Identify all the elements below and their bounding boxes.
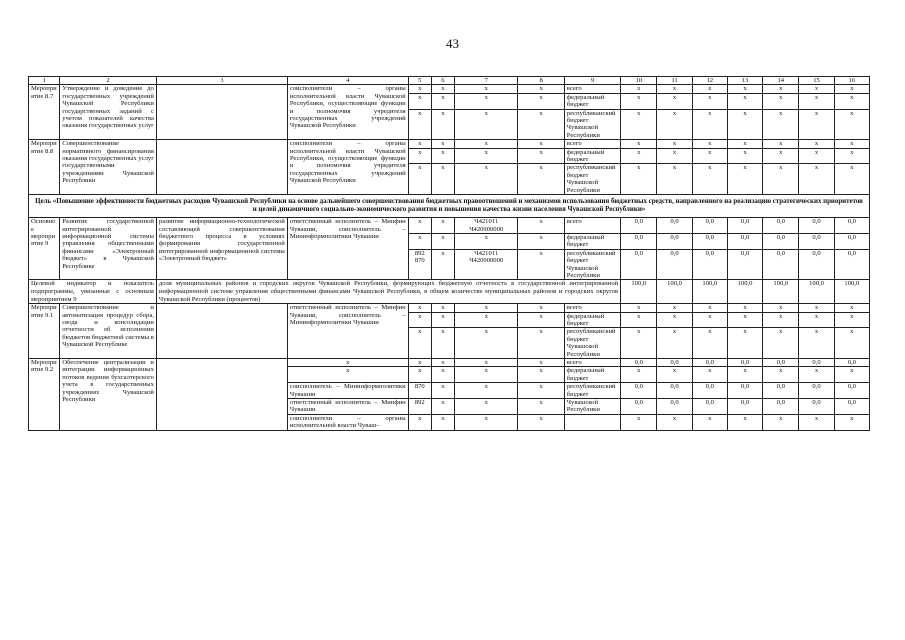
year-value: 0,0 bbox=[692, 383, 727, 399]
year-value: 0,0 bbox=[692, 399, 727, 415]
table-cell: x bbox=[431, 304, 454, 312]
year-value: x bbox=[692, 312, 727, 328]
year-value: x bbox=[621, 304, 657, 312]
executor-cell: x bbox=[287, 367, 408, 383]
year-value: 0,0 bbox=[692, 249, 727, 280]
year-value: x bbox=[621, 328, 657, 359]
year-value: x bbox=[657, 328, 692, 359]
year-value: x bbox=[834, 312, 869, 328]
year-value: x bbox=[657, 312, 692, 328]
executor-cell: ответственный исполнитель – Минфин Чувашии bbox=[287, 399, 408, 415]
year-value: 0,0 bbox=[621, 399, 657, 415]
year-value: 0,0 bbox=[763, 383, 799, 399]
year-value: x bbox=[621, 312, 657, 328]
table-cell: x bbox=[518, 312, 564, 328]
year-value: x bbox=[727, 312, 762, 328]
table-cell: x bbox=[518, 328, 564, 359]
column-header: 15 bbox=[799, 77, 834, 85]
activity-name: Совершенствование и автоматизация процедур сбора, свода и консолидации отчетности об исполнении бюджетов бюджетной системы в Чувашской Республике bbox=[60, 304, 157, 359]
year-value: x bbox=[727, 414, 762, 430]
funding-source: всего bbox=[564, 358, 620, 366]
year-value: x bbox=[834, 148, 869, 164]
table-cell: x bbox=[518, 233, 564, 249]
year-value: 0,0 bbox=[657, 249, 692, 280]
activity-code: Основное мероприятие 9 bbox=[29, 218, 60, 280]
year-value: x bbox=[799, 85, 834, 93]
table-cell: x bbox=[455, 304, 518, 312]
year-value: 0,0 bbox=[834, 249, 869, 280]
funding-source bbox=[564, 414, 620, 430]
year-value: x bbox=[799, 367, 834, 383]
funding-source: республиканский бюджет bbox=[564, 383, 620, 399]
executor-cell: соисполнитель – Мининформполитики Чувашии bbox=[287, 383, 408, 399]
year-value: x bbox=[727, 328, 762, 359]
table-cell: Ч421011 Ч420900000 bbox=[455, 249, 518, 280]
table-cell: x bbox=[431, 218, 454, 234]
activity-name: Утверждение и доведение до государственных учреждений Чувашской Республики государственных заданий с учетом показателей качества оказания государственных услуг bbox=[60, 85, 157, 140]
year-value: x bbox=[657, 93, 692, 109]
table-cell: x bbox=[408, 312, 431, 328]
year-value: x bbox=[727, 93, 762, 109]
year-value: x bbox=[763, 304, 799, 312]
year-value: x bbox=[657, 367, 692, 383]
year-value: x bbox=[763, 414, 799, 430]
task-cell bbox=[156, 304, 287, 359]
table-cell: x bbox=[518, 218, 564, 234]
table-cell: x bbox=[455, 164, 518, 195]
column-header: 9 bbox=[564, 77, 620, 85]
year-value: x bbox=[799, 312, 834, 328]
table-cell: x bbox=[408, 93, 431, 109]
funding-source: федеральный бюджет bbox=[564, 233, 620, 249]
year-value: 0,0 bbox=[621, 383, 657, 399]
task-cell bbox=[156, 358, 287, 430]
year-value: x bbox=[621, 85, 657, 93]
year-value: x bbox=[657, 109, 692, 140]
table-cell: x bbox=[455, 140, 518, 148]
column-header: 8 bbox=[518, 77, 564, 85]
year-value: 0,0 bbox=[834, 233, 869, 249]
table-cell: x bbox=[518, 383, 564, 399]
year-value: x bbox=[727, 109, 762, 140]
table-cell: x bbox=[408, 140, 431, 148]
year-value: x bbox=[621, 367, 657, 383]
activity-code: Мероприятие 9.2 bbox=[29, 358, 60, 430]
year-value: 0,0 bbox=[692, 358, 727, 366]
funding-source: республиканский бюджет Чувашской Республики bbox=[564, 164, 620, 195]
indicator-value: 100,0 bbox=[799, 280, 834, 304]
executor-cell: соисполнители – органы исполнительной власти Чуваш- bbox=[287, 414, 408, 430]
year-value: x bbox=[763, 93, 799, 109]
year-value: x bbox=[834, 414, 869, 430]
column-header: 11 bbox=[657, 77, 692, 85]
year-value: x bbox=[763, 312, 799, 328]
year-value: 0,0 bbox=[727, 233, 762, 249]
column-header: 4 bbox=[287, 77, 408, 85]
table-cell: x bbox=[431, 109, 454, 140]
year-value: x bbox=[657, 148, 692, 164]
year-value: 0,0 bbox=[763, 233, 799, 249]
table-cell: x bbox=[408, 358, 431, 366]
table-cell: 892 bbox=[408, 399, 431, 415]
task-cell: развитие информационно-технологической составляющей совершенствования бюджетного процесса в условиях формирования государственной интегрированной информационной системы «Электронный бюджет» bbox=[156, 218, 287, 280]
year-value: x bbox=[799, 304, 834, 312]
table-cell: x bbox=[455, 358, 518, 366]
year-value: x bbox=[799, 148, 834, 164]
year-value: x bbox=[621, 414, 657, 430]
column-header: 13 bbox=[727, 77, 762, 85]
year-value: x bbox=[727, 304, 762, 312]
year-value: x bbox=[834, 164, 869, 195]
year-value: 0,0 bbox=[692, 218, 727, 234]
program-table bbox=[28, 76, 870, 431]
indicator-value: 100,0 bbox=[657, 280, 692, 304]
year-value: x bbox=[834, 109, 869, 140]
table-cell: x bbox=[455, 399, 518, 415]
table-cell: x bbox=[431, 249, 454, 280]
executor-cell: соисполнители – органы исполнительной власти Чувашской Республики, осуществляющие функции и полномочия учредителя государственных учреждений Чувашской Республики bbox=[287, 85, 408, 140]
table-cell: x bbox=[408, 414, 431, 430]
year-value: x bbox=[621, 109, 657, 140]
table-cell: x bbox=[455, 85, 518, 93]
column-header: 3 bbox=[156, 77, 287, 85]
header-row bbox=[29, 77, 870, 85]
year-value: x bbox=[799, 328, 834, 359]
column-header: 14 bbox=[763, 77, 799, 85]
year-value: x bbox=[692, 414, 727, 430]
year-value: x bbox=[692, 109, 727, 140]
year-value: 0,0 bbox=[763, 249, 799, 280]
year-value: 0,0 bbox=[799, 218, 834, 234]
activity-code: Мероприятие 8.8 bbox=[29, 140, 60, 195]
year-value: x bbox=[763, 85, 799, 93]
table-cell: x bbox=[431, 148, 454, 164]
year-value: 0,0 bbox=[834, 383, 869, 399]
funding-source: республиканский бюджет Чувашской Республики bbox=[564, 249, 620, 280]
table-cell: x bbox=[455, 414, 518, 430]
year-value: x bbox=[727, 148, 762, 164]
table-cell: x bbox=[455, 312, 518, 328]
table-row bbox=[29, 140, 870, 148]
year-value: x bbox=[657, 414, 692, 430]
year-value: 0,0 bbox=[799, 358, 834, 366]
table-cell: x bbox=[455, 233, 518, 249]
year-value: x bbox=[621, 148, 657, 164]
activity-name: Развитие государственной интегрированной информационной системы управления общественными финансами «Электронный бюджет» в Чувашской Республике bbox=[60, 218, 157, 280]
year-value: x bbox=[799, 414, 834, 430]
table-cell: x bbox=[518, 93, 564, 109]
activity-name: Обеспечение централизации и интеграции информационных потоков ведения бухгалтерского учета в государственных учреждениях Чувашской Республики bbox=[60, 358, 157, 430]
table-cell: x bbox=[518, 304, 564, 312]
year-value: x bbox=[799, 140, 834, 148]
year-value: x bbox=[692, 304, 727, 312]
year-value: 0,0 bbox=[657, 358, 692, 366]
table-cell: x bbox=[408, 164, 431, 195]
executor-cell: ответственный исполнитель – Минфин Чувашии, соисполнитель – Мининформполитики Чувашии bbox=[287, 304, 408, 359]
funding-source: федеральный бюджет bbox=[564, 148, 620, 164]
executor-cell: ответственный исполнитель – Минфин Чувашии, соисполнитель – Мининформполитики Чувашии bbox=[287, 218, 408, 280]
table-cell: x bbox=[431, 140, 454, 148]
year-value: 0,0 bbox=[621, 218, 657, 234]
table-cell: x bbox=[431, 312, 454, 328]
year-value: x bbox=[657, 304, 692, 312]
table-row bbox=[29, 358, 870, 366]
table-cell: x bbox=[455, 328, 518, 359]
table-cell: x bbox=[408, 218, 431, 234]
table-cell: x bbox=[518, 109, 564, 140]
year-value: 0,0 bbox=[727, 249, 762, 280]
year-value: x bbox=[834, 304, 869, 312]
funding-source: всего bbox=[564, 85, 620, 93]
table-cell: x bbox=[408, 109, 431, 140]
year-value: 0,0 bbox=[799, 233, 834, 249]
table-cell: x bbox=[431, 85, 454, 93]
year-value: 0,0 bbox=[727, 383, 762, 399]
table-cell: x bbox=[431, 164, 454, 195]
year-value: x bbox=[727, 367, 762, 383]
executor-cell: x bbox=[287, 358, 408, 366]
activity-code: Мероприятие 8.7 bbox=[29, 85, 60, 140]
table-cell: Ч421011 Ч420900000 bbox=[455, 218, 518, 234]
table-cell: x bbox=[408, 148, 431, 164]
table-cell: x bbox=[518, 414, 564, 430]
year-value: x bbox=[727, 140, 762, 148]
year-value: 0,0 bbox=[657, 399, 692, 415]
year-value: x bbox=[692, 367, 727, 383]
column-header: 5 bbox=[408, 77, 431, 85]
year-value: x bbox=[763, 109, 799, 140]
funding-source: федеральный бюджет bbox=[564, 367, 620, 383]
column-header: 12 bbox=[692, 77, 727, 85]
table-cell: 870 bbox=[408, 383, 431, 399]
indicator-value: 100,0 bbox=[621, 280, 657, 304]
table-cell: x bbox=[431, 233, 454, 249]
year-value: x bbox=[692, 164, 727, 195]
year-value: 0,0 bbox=[692, 233, 727, 249]
funding-source: всего bbox=[564, 140, 620, 148]
year-value: x bbox=[692, 140, 727, 148]
table-cell: x bbox=[518, 164, 564, 195]
table-cell: x bbox=[408, 233, 431, 249]
table-cell: x bbox=[518, 367, 564, 383]
year-value: x bbox=[834, 140, 869, 148]
column-header: 10 bbox=[621, 77, 657, 85]
column-header: 6 bbox=[431, 77, 454, 85]
year-value: 0,0 bbox=[799, 249, 834, 280]
year-value: x bbox=[692, 93, 727, 109]
task-cell bbox=[156, 140, 287, 195]
year-value: 0,0 bbox=[727, 218, 762, 234]
goal-text: Цель «Повышение эффективности бюджетных расходов Чувашской Республики на основе дальнейшего совершенствования бюджетных правоотношений и механизмов использования бюджетных средств, направленного на реализацию стратегических приоритетов и целей динамичного социально-экономического развития и повышения качества жизни населения Чувашской Республики» bbox=[29, 195, 870, 218]
year-value: x bbox=[692, 328, 727, 359]
year-value: 0,0 bbox=[834, 218, 869, 234]
year-value: 0,0 bbox=[621, 249, 657, 280]
column-header: 16 bbox=[834, 77, 869, 85]
table-cell: x bbox=[431, 383, 454, 399]
funding-source: республиканский бюджет Чувашской Республики bbox=[564, 109, 620, 140]
year-value: 0,0 bbox=[763, 218, 799, 234]
table-cell: x bbox=[408, 85, 431, 93]
indicator-value: 100,0 bbox=[763, 280, 799, 304]
year-value: x bbox=[727, 164, 762, 195]
table-cell: x bbox=[408, 367, 431, 383]
table-cell: x bbox=[518, 140, 564, 148]
table-cell: x bbox=[455, 109, 518, 140]
funding-source: всего bbox=[564, 304, 620, 312]
year-value: x bbox=[621, 93, 657, 109]
year-value: x bbox=[834, 85, 869, 93]
table-cell: x bbox=[518, 249, 564, 280]
indicator-value: 100,0 bbox=[727, 280, 762, 304]
year-value: x bbox=[763, 328, 799, 359]
year-value: x bbox=[834, 93, 869, 109]
year-value: 0,0 bbox=[763, 399, 799, 415]
year-value: 0,0 bbox=[621, 358, 657, 366]
table-cell: x bbox=[431, 328, 454, 359]
year-value: x bbox=[621, 164, 657, 195]
table-cell: x bbox=[431, 93, 454, 109]
table-cell: x bbox=[431, 358, 454, 366]
year-value: x bbox=[799, 164, 834, 195]
goal-row bbox=[29, 195, 870, 218]
year-value: x bbox=[621, 140, 657, 148]
year-value: x bbox=[799, 93, 834, 109]
column-header: 7 bbox=[455, 77, 518, 85]
executor-cell: соисполнители – органы исполнительной власти Чувашской Республики, осуществляющие функции и полномочия учредителя государственных учреждений Чувашской Республики bbox=[287, 140, 408, 195]
funding-source: республиканский бюджет Чувашской Республики bbox=[564, 328, 620, 359]
activity-name: Совершенствование нормативного финансирования оказания государственных услуг государственными учреждениями Чувашской Республики bbox=[60, 140, 157, 195]
year-value: x bbox=[763, 164, 799, 195]
indicator-text: доля муниципальных районов и городских округов Чувашской Республики, формирующих бюджетную отчетность в государственной интегрированной информационной системе управления общественными финансами Чувашской Республики, в общем количестве муниципальных районов и городских округов Чувашской Республики (процентов) bbox=[156, 280, 620, 304]
table-cell: x bbox=[431, 367, 454, 383]
task-cell bbox=[156, 85, 287, 140]
year-value: x bbox=[657, 140, 692, 148]
funding-source: федеральный бюджет bbox=[564, 312, 620, 328]
indicator-label: Целевой индикатор и показатель подпрограммы, увязанные с основным мероприятием 9 bbox=[29, 280, 157, 304]
year-value: x bbox=[763, 367, 799, 383]
indicator-value: 100,0 bbox=[692, 280, 727, 304]
table-cell: x bbox=[408, 304, 431, 312]
table-cell: x bbox=[518, 358, 564, 366]
year-value: 0,0 bbox=[799, 399, 834, 415]
funding-source: Чувашской Республики bbox=[564, 399, 620, 415]
table-cell: x bbox=[455, 93, 518, 109]
year-value: x bbox=[657, 164, 692, 195]
year-value: x bbox=[799, 109, 834, 140]
table-cell: x bbox=[518, 148, 564, 164]
year-value: 0,0 bbox=[657, 218, 692, 234]
table-row bbox=[29, 304, 870, 312]
table-row bbox=[29, 85, 870, 93]
column-header: 1 bbox=[29, 77, 60, 85]
table-cell: 892 870 bbox=[408, 249, 431, 280]
table-cell: x bbox=[455, 148, 518, 164]
page-number: 43 bbox=[446, 36, 459, 51]
indicator-row bbox=[29, 280, 870, 304]
year-value: 0,0 bbox=[621, 233, 657, 249]
table-cell: x bbox=[455, 367, 518, 383]
table-cell: x bbox=[431, 399, 454, 415]
year-value: x bbox=[834, 328, 869, 359]
table-cell: x bbox=[408, 328, 431, 359]
year-value: x bbox=[727, 85, 762, 93]
year-value: 0,0 bbox=[657, 383, 692, 399]
year-value: x bbox=[657, 85, 692, 93]
year-value: 0,0 bbox=[727, 358, 762, 366]
year-value: 0,0 bbox=[763, 358, 799, 366]
year-value: x bbox=[763, 140, 799, 148]
table-cell: x bbox=[518, 399, 564, 415]
year-value: x bbox=[692, 85, 727, 93]
year-value: x bbox=[834, 367, 869, 383]
table-cell: x bbox=[431, 414, 454, 430]
year-value: 0,0 bbox=[799, 383, 834, 399]
column-header: 2 bbox=[60, 77, 157, 85]
funding-source: федеральный бюджет bbox=[564, 93, 620, 109]
funding-source: всего bbox=[564, 218, 620, 234]
year-value: 0,0 bbox=[834, 358, 869, 366]
year-value: 0,0 bbox=[834, 399, 869, 415]
table-row bbox=[29, 218, 870, 234]
indicator-value: 100,0 bbox=[834, 280, 869, 304]
year-value: 0,0 bbox=[657, 233, 692, 249]
table-cell: x bbox=[518, 85, 564, 93]
year-value: x bbox=[763, 148, 799, 164]
year-value: 0,0 bbox=[727, 399, 762, 415]
year-value: x bbox=[692, 148, 727, 164]
activity-code: Мероприятие 9.1 bbox=[29, 304, 60, 359]
table-cell: x bbox=[455, 383, 518, 399]
